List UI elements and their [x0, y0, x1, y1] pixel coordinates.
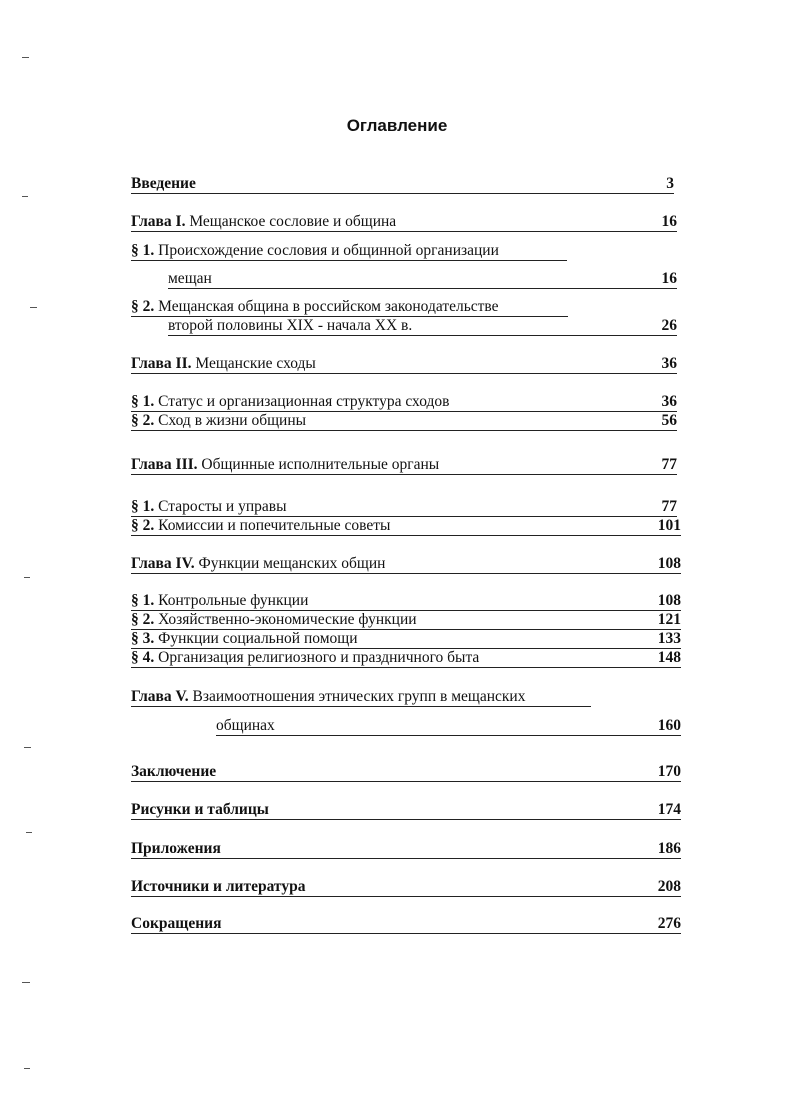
entry-title: общинах — [216, 717, 275, 734]
toc-entry-ch1-s1[interactable] — [131, 241, 567, 261]
toc-entry-appendices[interactable] — [131, 839, 681, 859]
entry-title: Мещанское сословие и община — [185, 213, 397, 230]
entry-label: Источники и литература — [131, 878, 306, 895]
toc-entry-ch4-s4[interactable] — [131, 648, 681, 668]
page-number: 108 — [657, 555, 681, 572]
page-number: 56 — [661, 412, 677, 429]
toc-entry-ch3-s2[interactable] — [131, 516, 681, 536]
entry-title: Сход в жизни общины — [154, 412, 307, 429]
scan-mark — [22, 982, 30, 983]
page-number: 170 — [657, 763, 681, 780]
page-number: 133 — [657, 630, 681, 647]
leader-line — [131, 193, 674, 194]
leader-line — [131, 535, 681, 536]
leader-line — [131, 933, 681, 934]
entry-label: § 3. — [131, 630, 155, 647]
toc-entry-ch5-cont[interactable] — [216, 716, 681, 736]
entry-title: Мещанские сходы — [191, 355, 316, 372]
page-number: 148 — [657, 649, 681, 666]
entry-label: Заключение — [131, 763, 217, 780]
toc-entry-figures[interactable] — [131, 800, 681, 820]
page-number: 26 — [661, 317, 677, 334]
entry-label: § 2. — [131, 517, 155, 534]
entry-label: Глава V. — [131, 688, 189, 705]
leader-line — [131, 858, 681, 859]
entry-label: § 2. — [131, 412, 155, 429]
toc-entry-ch2-s2[interactable] — [131, 411, 677, 431]
page-number: 108 — [657, 592, 681, 609]
entry-title: Хозяйственно-экономические функции — [154, 611, 417, 628]
leader-line — [131, 896, 681, 897]
leader-line — [168, 335, 677, 336]
entry-title: Функции мещанских общин — [194, 555, 386, 572]
leader-line — [131, 706, 591, 707]
leader-line — [131, 474, 677, 475]
entry-label: § 4. — [131, 649, 155, 666]
entry-label: Приложения — [131, 840, 221, 857]
leader-line — [168, 288, 677, 289]
scan-mark — [30, 307, 37, 308]
page-number: 276 — [657, 915, 681, 932]
page-number: 121 — [657, 611, 681, 628]
entry-title: Старосты и управы — [154, 498, 287, 515]
page-number: 36 — [661, 393, 677, 410]
toc-entry-conclusion[interactable] — [131, 762, 681, 782]
toc-title: Оглавление — [346, 116, 448, 135]
toc-entry-ch1-s2-cont[interactable] — [168, 316, 677, 336]
entry-label: Введение — [131, 175, 196, 192]
entry-label: § 2. — [131, 611, 155, 628]
toc-entry-sources[interactable] — [131, 877, 681, 897]
leader-line — [131, 781, 681, 782]
entry-title: мещан — [168, 270, 212, 287]
entry-title: Комиссии и попечительные советы — [154, 517, 391, 534]
scan-mark — [22, 57, 29, 58]
scan-mark — [24, 577, 30, 578]
scan-mark — [22, 196, 28, 197]
entry-label: Глава IV. — [131, 555, 195, 572]
toc-entry-ch4-s1[interactable] — [131, 591, 681, 611]
entry-title: Взаимоотношения этнических групп в мещанских — [188, 688, 526, 705]
entry-label: § 1. — [131, 498, 155, 515]
entry-title: Мещанская община в российском законодательстве — [154, 298, 499, 315]
entry-label: Глава II. — [131, 355, 192, 372]
entry-title: второй половины XIX - начала XX в. — [168, 317, 413, 334]
leader-line — [131, 231, 677, 232]
scan-mark — [24, 1068, 30, 1069]
toc-entry-ch4-s3[interactable] — [131, 629, 681, 649]
entry-label: § 1. — [131, 393, 155, 410]
page-number: 77 — [661, 456, 677, 473]
page-number: 36 — [661, 355, 677, 372]
toc-entry-ch3[interactable] — [131, 455, 677, 475]
leader-line — [131, 819, 681, 820]
entry-title: Происхождение сословия и общинной организации — [154, 242, 499, 259]
page-number: 174 — [657, 801, 681, 818]
entry-title: Статус и организационная структура сходов — [154, 393, 450, 410]
leader-line — [131, 667, 681, 668]
page-number: 160 — [657, 717, 681, 734]
toc-entry-intro[interactable] — [131, 174, 674, 194]
page-number: 16 — [661, 270, 677, 287]
toc-entry-ch2[interactable] — [131, 354, 677, 374]
entry-label: § 2. — [131, 298, 155, 315]
toc-entry-ch3-s1[interactable] — [131, 497, 677, 517]
toc-entry-ch5[interactable] — [131, 687, 591, 707]
entry-label: Рисунки и таблицы — [131, 801, 269, 818]
toc-entry-ch2-s1[interactable] — [131, 392, 677, 412]
scan-mark — [24, 747, 31, 748]
entry-label: § 1. — [131, 242, 155, 259]
page-number: 16 — [661, 213, 677, 230]
page-number: 101 — [657, 517, 681, 534]
scan-mark — [26, 832, 32, 833]
toc-entry-abbreviations[interactable] — [131, 914, 681, 934]
page-number: 3 — [666, 175, 674, 192]
leader-line — [216, 735, 681, 736]
leader-line — [131, 373, 677, 374]
toc-entry-ch1[interactable] — [131, 212, 677, 232]
entry-label: Сокращения — [131, 915, 222, 932]
entry-label: Глава III. — [131, 456, 198, 473]
leader-line — [131, 430, 677, 431]
entry-title: Контрольные функции — [154, 592, 309, 609]
entry-label: § 1. — [131, 592, 155, 609]
page-number: 186 — [657, 840, 681, 857]
toc-entry-ch1-s2[interactable] — [131, 297, 568, 317]
entry-title: Функции социальной помощи — [154, 630, 358, 647]
toc-entry-ch1-s1-cont[interactable] — [168, 269, 677, 289]
entry-title: Общинные исполнительные органы — [197, 456, 440, 473]
leader-line — [131, 260, 567, 261]
entry-title: Организация религиозного и праздничного быта — [154, 649, 480, 666]
entry-label: Глава I. — [131, 213, 186, 230]
toc-entry-ch4-s2[interactable] — [131, 610, 681, 630]
page-number: 208 — [657, 878, 681, 895]
page-number: 77 — [661, 498, 677, 515]
leader-line — [131, 573, 681, 574]
toc-entry-ch4[interactable] — [131, 554, 681, 574]
